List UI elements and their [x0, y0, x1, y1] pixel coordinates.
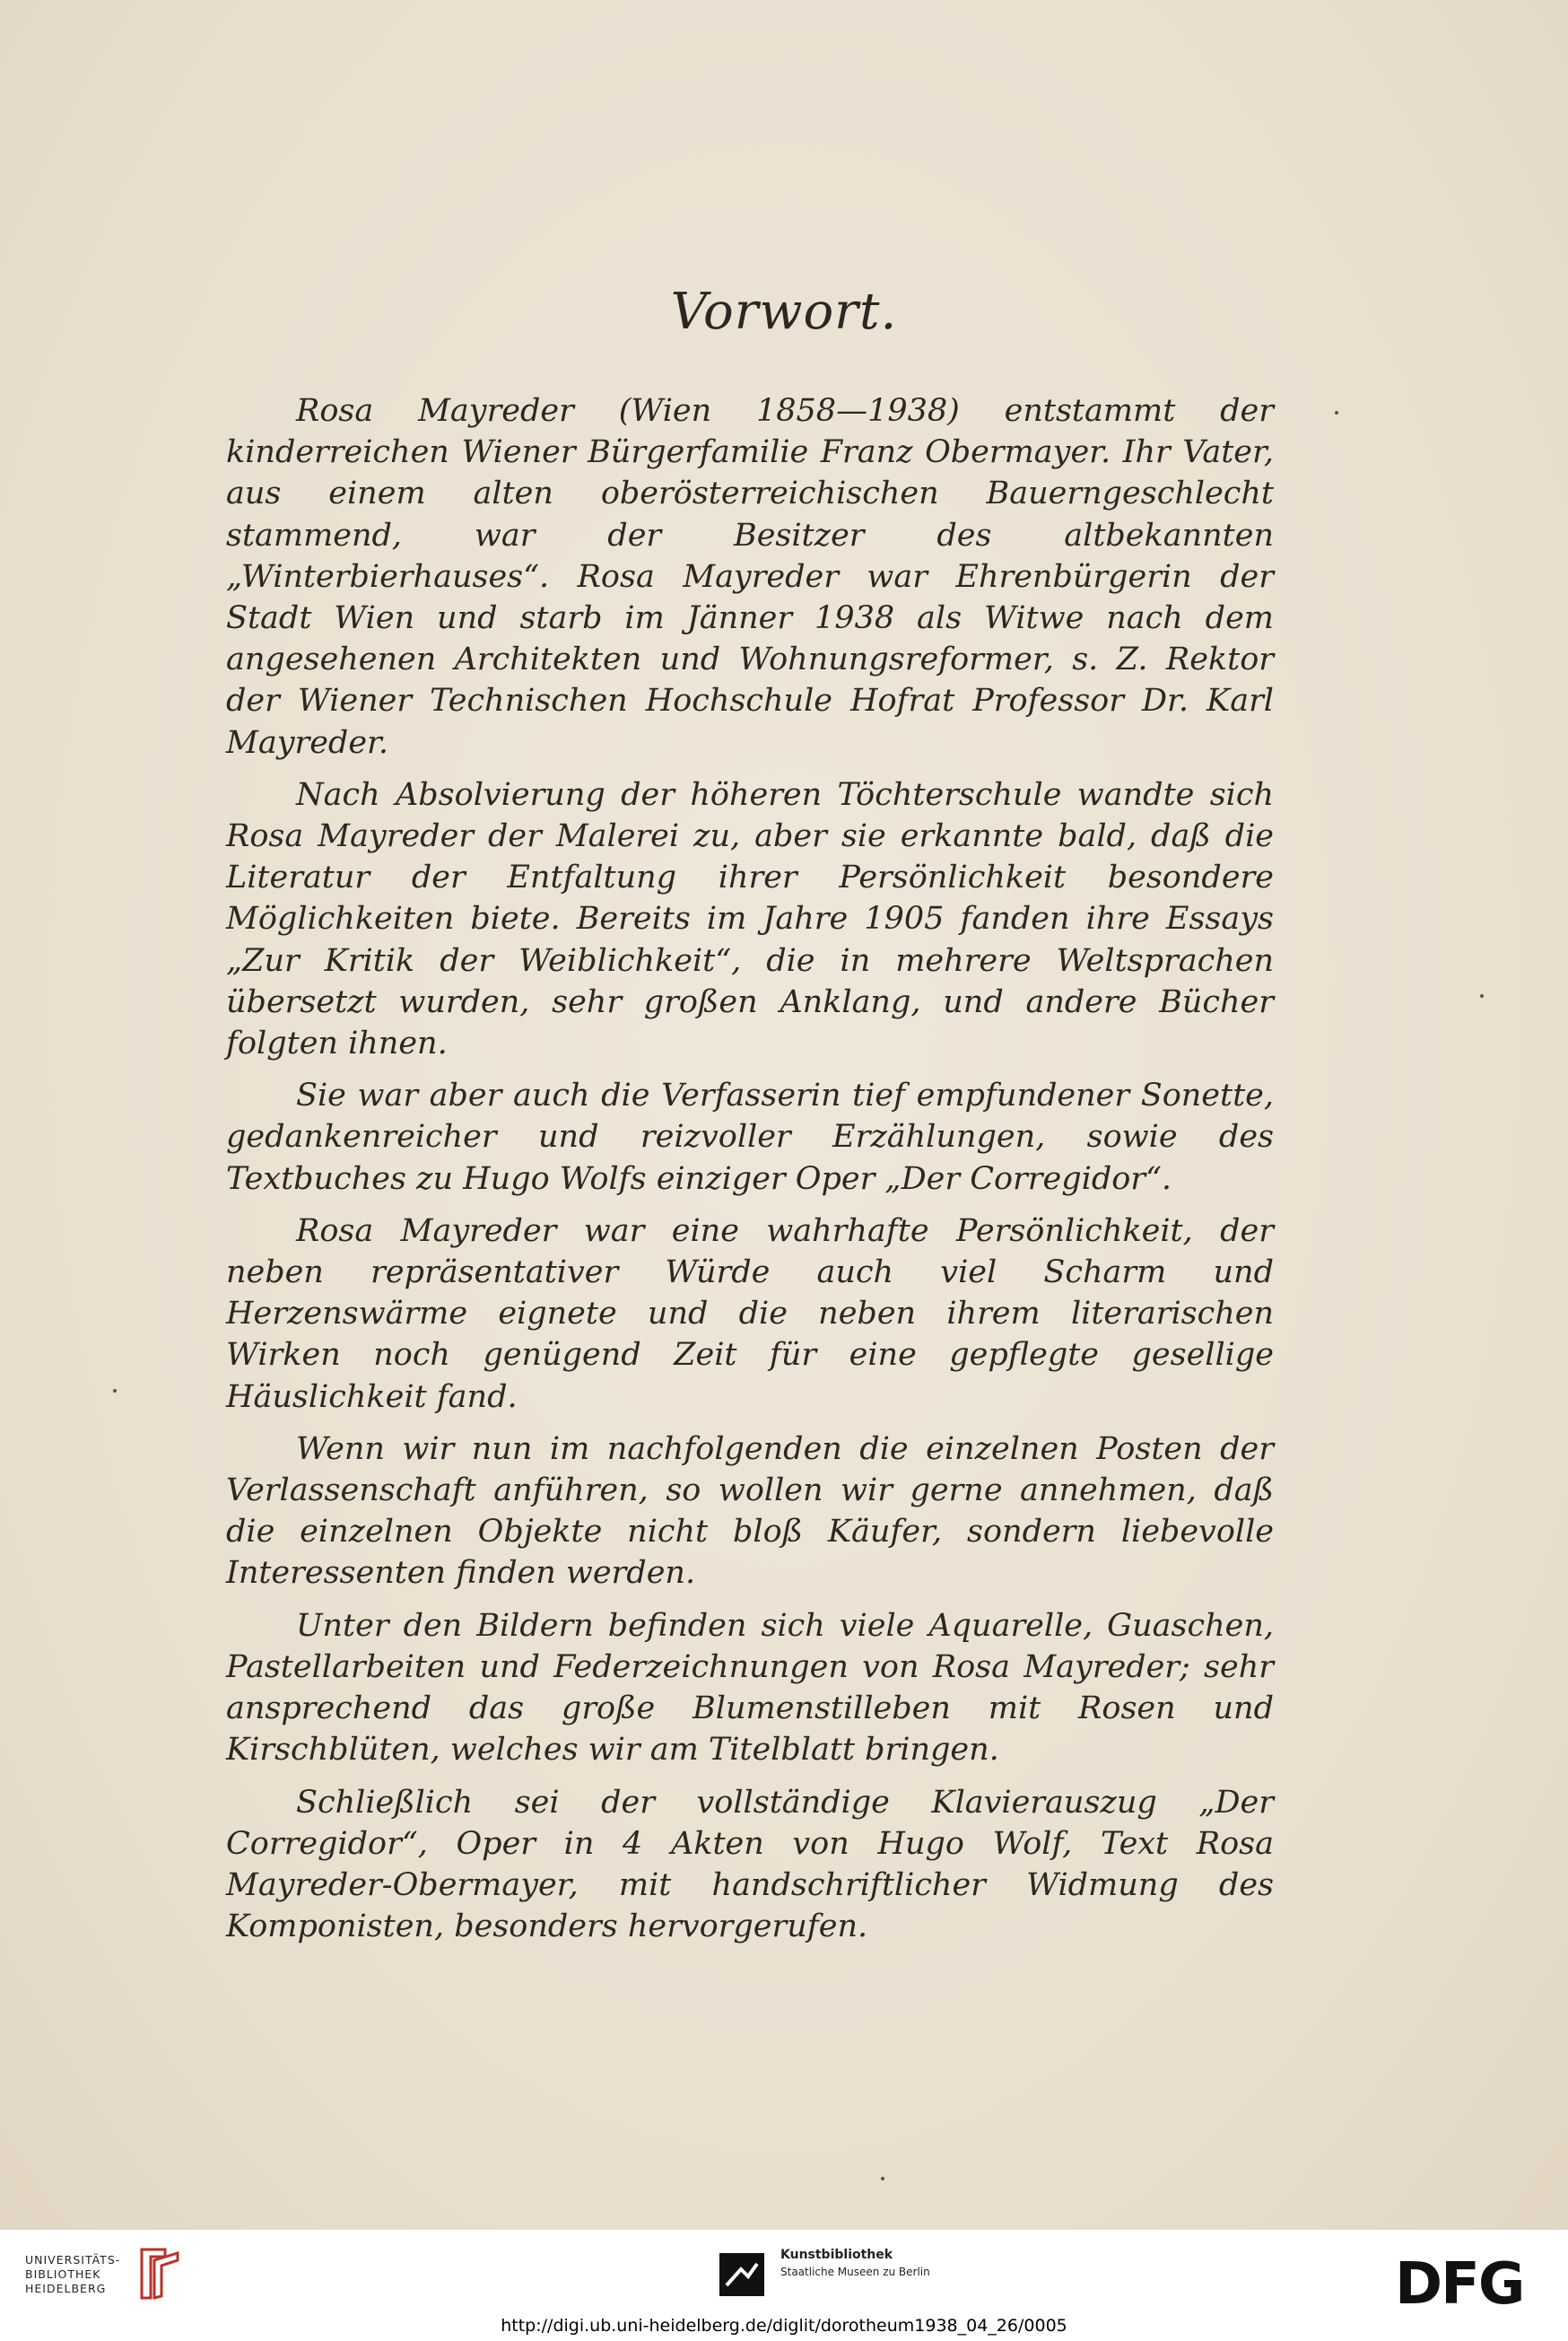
preface-text	[226, 390, 1274, 1958]
paper-speck	[1480, 994, 1484, 998]
dfg-logo[interactable]: DFG	[1395, 2251, 1524, 2318]
paragraph-4: Rosa Mayreder war eine wahrhafte Persönlichkeit, der neben repräsentativer Würde auch viel Scharm und Herzenswärme eignete und die neben ihrem literarischen Wirken noch genügend Zeit für eine gepflegte gesellige Häuslichkeit fand.	[226, 1212, 1274, 1415]
digitization-footer	[0, 2230, 1568, 2341]
library-emblem-icon	[135, 2244, 188, 2303]
page-title: Vorwort.	[670, 283, 898, 341]
university-library-logo[interactable]	[25, 2253, 120, 2296]
paper-speck	[1335, 411, 1338, 415]
page-url-link[interactable]: http://digi.ub.uni-heidelberg.de/diglit/dorotheum1938_04_26/0005	[501, 2316, 1067, 2336]
paper-speck	[113, 1389, 117, 1393]
paragraph-3: Sie war aber auch die Verfasserin tief empfundener Sonette, gedankenreicher und reizvoller Erzählungen, sowie des Textbuches zu Hugo Wolfs einziger Oper „Der Corregidor“.	[226, 1078, 1274, 1197]
kunstbibliothek-label[interactable]	[780, 2248, 930, 2278]
kunstbibliothek-logo-icon	[718, 2251, 766, 2298]
paragraph-6: Unter den Bildern befinden sich viele Aquarelle, Guaschen, Pastellarbeiten und Federzeichnungen von Rosa Mayreder; sehr ansprechend das große Blumenstilleben mit Rosen und Kirschblüten, welches wir am Titelblatt bringen.	[226, 1607, 1274, 1769]
library-line-2: BIBLIOTHEK	[25, 2267, 101, 2281]
paper-speck	[881, 2177, 884, 2180]
paragraph-5: Wenn wir nun im nachfolgenden die einzelnen Posten der Verlassenschaft anführen, so wollen wir gerne annehmen, daß die einzelnen Objekte nicht bloß Käufer, sondern liebevolle Interessenten finden werden.	[226, 1430, 1274, 1592]
library-line-1: UNIVERSITÄTS-	[25, 2253, 121, 2267]
paragraph-2: Nach Absolvierung der höheren Töchterschule wandte sich Rosa Mayreder der Malerei zu, aber sie erkannte bald, daß die Literatur der Entfaltung ihrer Persönlichkeit besondere Möglichkeiten biete. Bereits im Jahre 1905 fanden ihre Essays „Zur Kritik der Weiblichkeit“, die in mehrere Weltsprachen übersetzt wurden, sehr großen Anklang, und andere Bücher folgten ihnen.	[226, 776, 1274, 1062]
paragraph-1: Rosa Mayreder (Wien 1858—1938) entstammt der kinderreichen Wiener Bürgerfamilie Franz Obermayer. Ihr Vater, aus einem alten oberösterreichischen Bauerngeschlecht stammend, war der Besitzer des altbekannten „Winterbierhauses“. Rosa Mayreder war Ehrenbürgerin der Stadt Wien und starb im Jänner 1938 als Witwe nach dem angesehenen Architekten und Wohnungsreformer, s. Z. Rektor der Wiener Technischen Hochschule Hofrat Professor Dr. Karl Mayreder.	[226, 393, 1274, 761]
kb-subtitle: Staatliche Museen zu Berlin	[780, 2266, 930, 2278]
kb-title: Kunstbibliothek	[780, 2248, 893, 2262]
library-line-3: HEIDELBERG	[25, 2282, 107, 2295]
paragraph-7: Schließlich sei der vollständige Klavierauszug „Der Corregidor“, Oper in 4 Akten von Hugo Wolf, Text Rosa Mayreder-Obermayer, mit handschriftlicher Widmung des Komponisten, besonders hervorgerufen.	[226, 1784, 1274, 1945]
